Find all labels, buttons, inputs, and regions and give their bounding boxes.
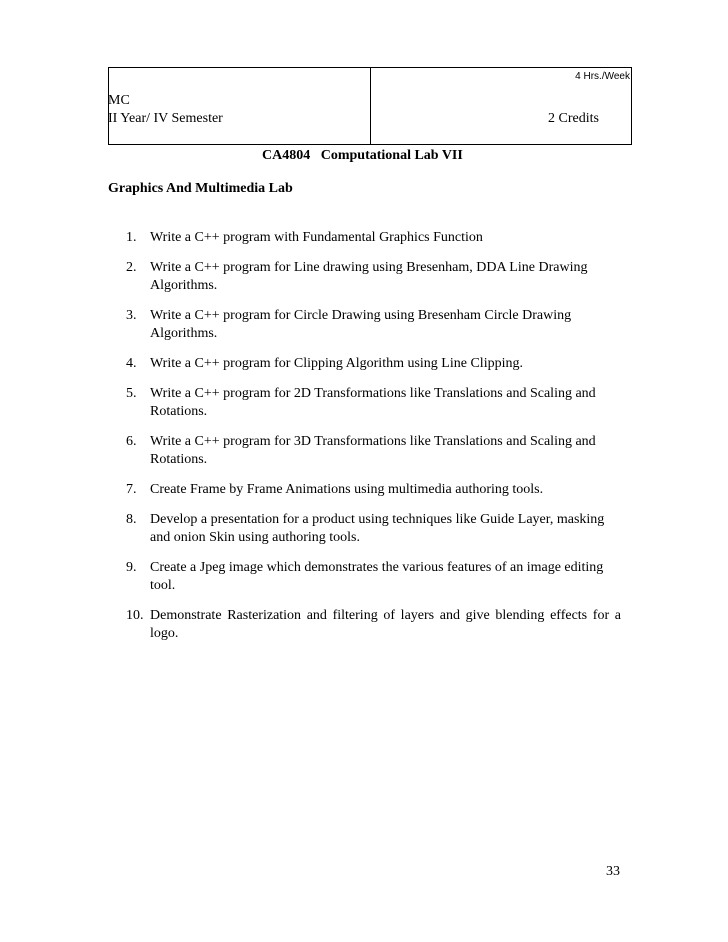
list-item-number: 8. xyxy=(126,512,137,527)
list-item-text: Develop a presentation for a product using techniques like Guide Layer, masking and onion Skin using authoring tools. xyxy=(150,512,605,545)
header-table-divider xyxy=(370,67,371,145)
list-item xyxy=(126,385,621,421)
credits: 2 Credits xyxy=(548,111,599,126)
semester: II Year/ IV Semester xyxy=(108,111,223,126)
list-item-number: 6. xyxy=(126,434,137,449)
list-item xyxy=(126,229,621,247)
course-title: CA4804 Computational Lab VII xyxy=(262,148,463,163)
list-item-text: Write a C++ program for Line drawing using Bresenham, DDA Line Drawing Algorithms. xyxy=(150,260,588,293)
list-item xyxy=(126,607,621,643)
list-item xyxy=(126,307,621,343)
list-item-text: Demonstrate Rasterization and filtering of layers and give blending effects for a logo. xyxy=(150,608,621,641)
list-item-number: 7. xyxy=(126,482,137,497)
list-item-text: Write a C++ program for 3D Transformations like Translations and Scaling and Rotations. xyxy=(150,434,596,467)
list-item-text: Write a C++ program for Circle Drawing using Bresenham Circle Drawing Algorithms. xyxy=(150,308,572,341)
list-item-text: Write a C++ program for 2D Transformations like Translations and Scaling and Rotations. xyxy=(150,386,596,419)
list-item-text: Create a Jpeg image which demonstrates the various features of an image editing tool. xyxy=(150,560,604,593)
list-item xyxy=(126,511,621,547)
list-item xyxy=(126,259,621,295)
list-item-text: Write a C++ program for Clipping Algorithm using Line Clipping. xyxy=(150,356,523,371)
section-title: Graphics And Multimedia Lab xyxy=(108,181,293,196)
list-item xyxy=(126,433,621,469)
list-item-number: 5. xyxy=(126,386,137,401)
list-item-number: 9. xyxy=(126,560,137,575)
exercise-list xyxy=(126,229,621,655)
list-item-number: 3. xyxy=(126,308,137,323)
list-item-number: 4. xyxy=(126,356,137,371)
program-name: MC xyxy=(108,93,130,108)
list-item xyxy=(126,559,621,595)
hours-per-week: 4 Hrs./Week xyxy=(575,71,630,82)
list-item-number: 10. xyxy=(126,608,144,623)
list-item-text: Create Frame by Frame Animations using multimedia authoring tools. xyxy=(150,482,544,497)
list-item xyxy=(126,481,621,499)
list-item xyxy=(126,355,621,373)
list-item-number: 2. xyxy=(126,260,137,275)
list-item-number: 1. xyxy=(126,230,137,245)
list-item-text: Write a C++ program with Fundamental Graphics Function xyxy=(150,230,483,245)
page-number: 33 xyxy=(606,864,620,879)
